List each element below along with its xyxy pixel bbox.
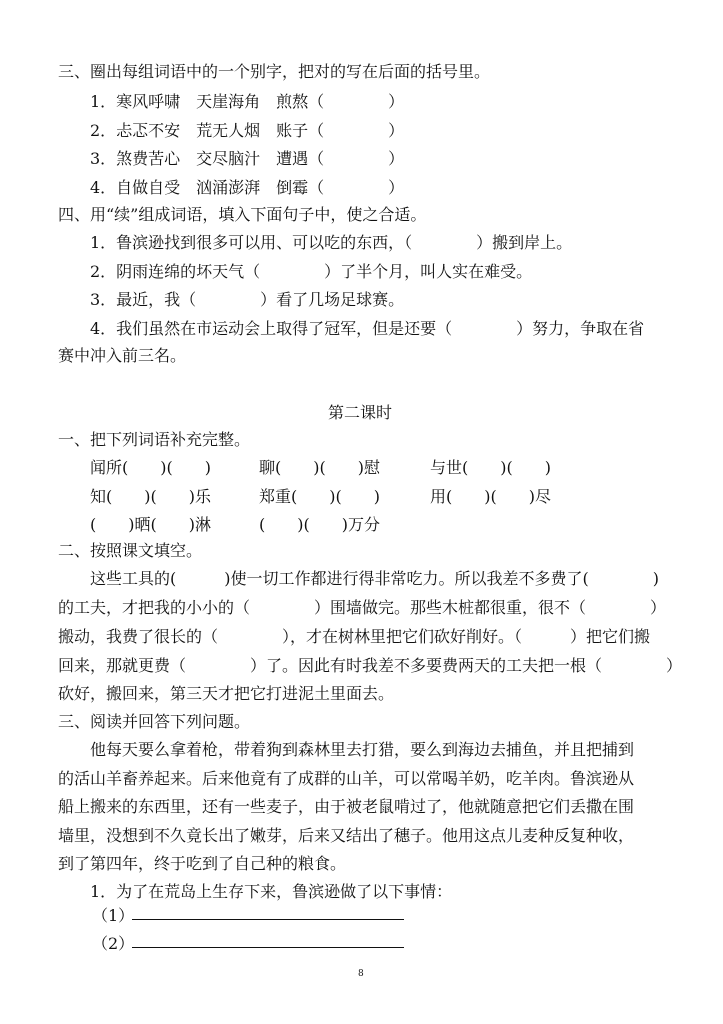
q2-line-5: 砍好，搬回来，第三天才把它打进泥土里面去。 (58, 684, 395, 703)
section4-item-4-continued: 赛中冲入前三名。 (58, 346, 187, 365)
q1-heading: 一、把下列词语补充完整。 (58, 430, 251, 449)
q1-row3-item2: ( )( )万分 (259, 515, 380, 534)
q1-row1-item1: 闻所( )( ) (90, 458, 211, 477)
section3-item-1: 1．寒风呼啸 天崖海角 煎熬（ ） (90, 92, 405, 111)
section4-item-2: 2．阴雨连绵的坏天气（ ）了半个月，叫人实在难受。 (90, 262, 533, 281)
section4-item-4: 4．我们虽然在市运动会上取得了冠军，但是还要（ ）努力，争取在省 (90, 319, 645, 338)
q1-row2-item2: 郑重( )( ) (259, 487, 380, 506)
section4-heading: 四、用“续”组成词语，填入下面句子中，使之合适。 (58, 205, 427, 224)
q3-passage-line-3: 船上搬来的东西里，还有一些麦子，由于被老鼠啃过了，他就随意把它们丢撒在围 (58, 797, 635, 816)
q2-heading: 二、按照课文填空。 (58, 541, 203, 560)
page-number: 8 (358, 969, 364, 979)
section3-item-4: 4．自做自受 汹涌澎湃 倒霉（ ） (90, 178, 405, 197)
answer-line-1[interactable] (132, 919, 404, 920)
q1-row1-item2: 聊( )( )慰 (259, 458, 380, 477)
q1-row2-item3: 用( )( )尽 (430, 487, 551, 506)
q1-row1-item3: 与世( )( ) (430, 458, 551, 477)
q1-row3-item1: ( )晒( )淋 (90, 515, 211, 534)
lesson-title: 第二课时 (328, 403, 393, 422)
q3-question-1: 1．为了在荒岛上生存下来，鲁滨逊做了以下事情： (90, 882, 453, 901)
section3-item-2: 2．忐忑不安 荒无人烟 账子（ ） (90, 121, 405, 140)
answer-label-2: （2） (92, 934, 135, 953)
section4-item-3: 3．最近，我（ ）看了几场足球赛。 (90, 290, 405, 309)
q2-line-3: 搬动，我费了很长的（ ），才在树林里把它们砍好削好。（ ）把它们搬 (58, 627, 651, 646)
q2-line-2: 的工夫，才把我的小小的（ ）围墙做完。那些木桩都很重，很不（ ） (58, 598, 667, 617)
answer-label-1: （1） (92, 906, 135, 925)
q3-passage-line-4: 墙里，没想到不久竟长出了嫩芽，后来又结出了穗子。他用这点儿麦种反复种收， (58, 826, 635, 845)
q3-heading: 三、阅读并回答下列问题。 (58, 712, 251, 731)
q2-line-4: 回来，那就更费（ ）了。因此有时我差不多要费两天的工夫把一根（ ） (58, 656, 683, 675)
q1-row2-item1: 知( )( )乐 (90, 487, 211, 506)
answer-line-2[interactable] (132, 947, 404, 948)
section3-heading: 三、圈出每组词语中的一个别字，把对的写在后面的括号里。 (58, 62, 491, 81)
section4-item-1: 1．鲁滨逊找到很多可以用、可以吃的东西，（ ）搬到岸上。 (90, 233, 573, 252)
q3-passage-line-2: 的活山羊畜养起来。后来他竟有了成群的山羊，可以常喝羊奶，吃羊肉。鲁滨逊从 (58, 769, 635, 788)
section3-item-3: 3．煞费苦心 交尽脑汁 遭遇（ ） (90, 149, 405, 168)
q3-passage-line-5: 到了第四年，终于吃到了自己种的粮食。 (58, 854, 347, 873)
q2-line-1: 这些工具的( )使一切工作都进行得非常吃力。所以我差不多费了( ) (90, 569, 659, 588)
q3-passage-line-1: 他每天要么拿着枪，带着狗到森林里去打猎，要么到海边去捕鱼，并且把捕到 (90, 740, 635, 759)
